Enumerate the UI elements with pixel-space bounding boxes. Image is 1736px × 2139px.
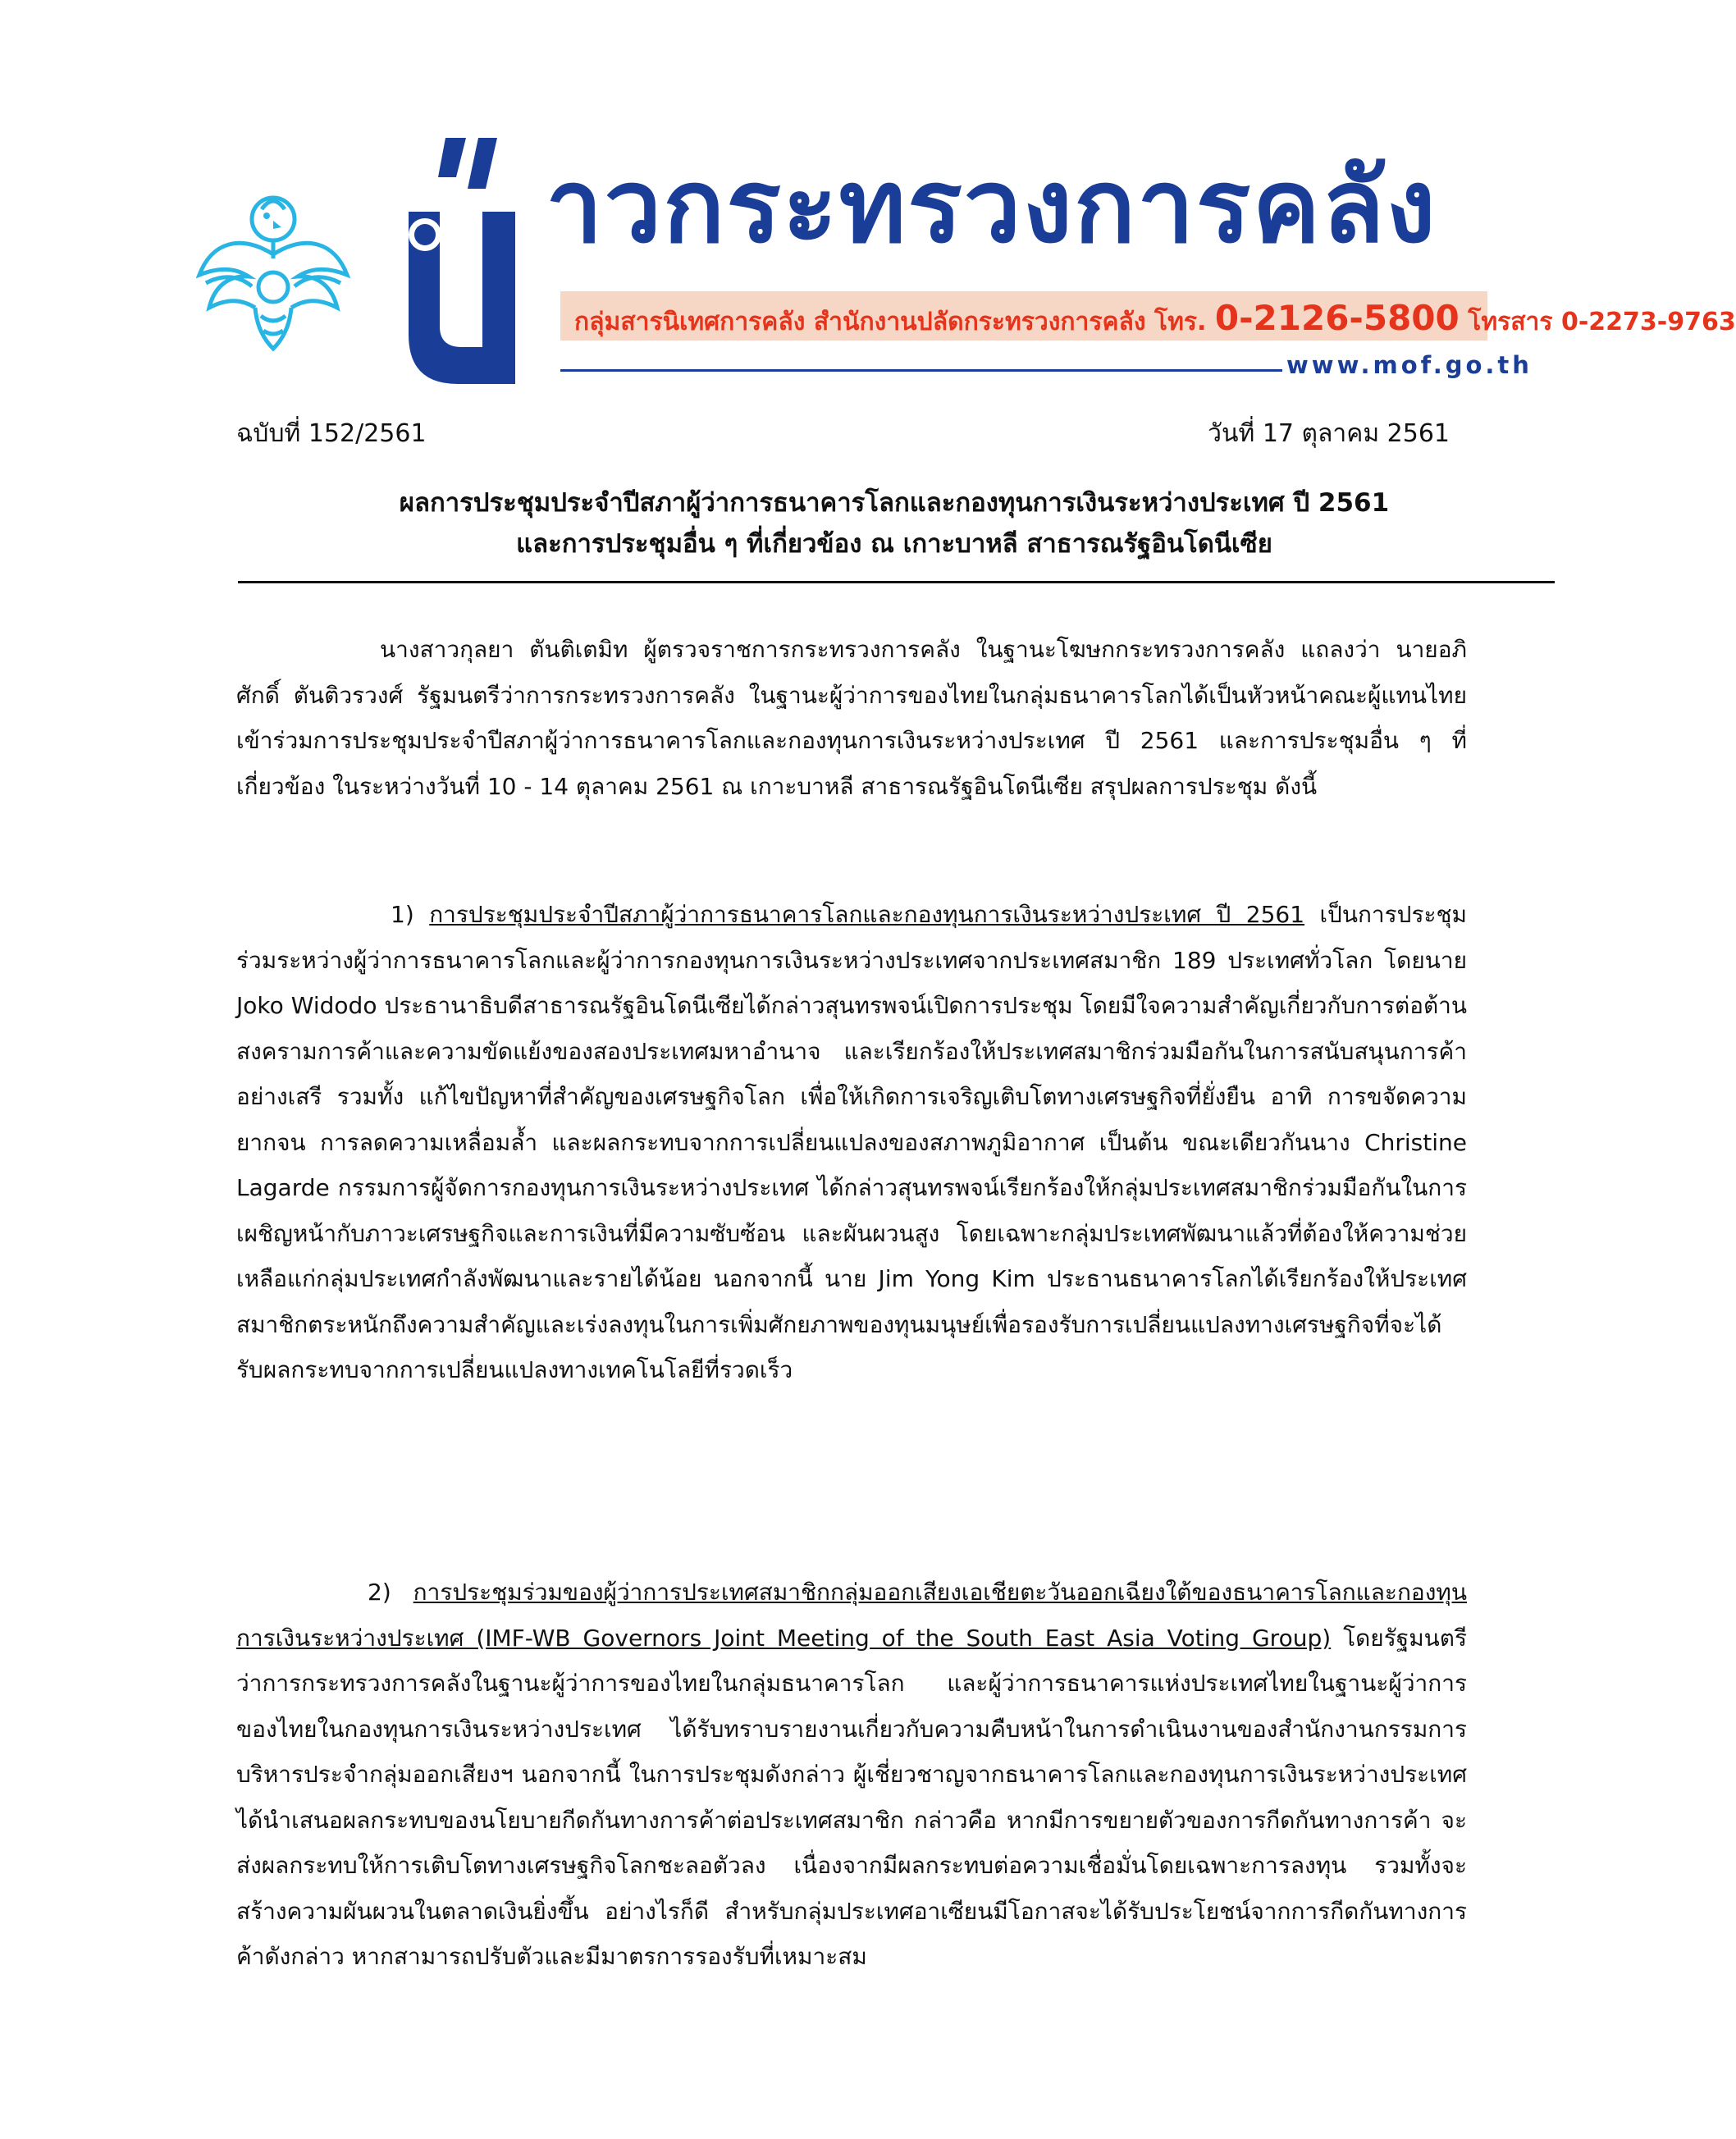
fax-number: 0-2273-9763 <box>1560 308 1736 336</box>
masthead-big-letter <box>400 138 540 384</box>
garuda-emblem-icon <box>191 176 355 357</box>
fax-label: โทรสาร <box>1468 308 1553 336</box>
headline-divider <box>238 581 1555 583</box>
issue-number: ฉบับที่ 152/2561 <box>236 419 427 448</box>
contact-prefix: กลุ่มสารนิเทศการคลัง สำนักงานปลัดกระทรวงการคลัง โทร. <box>574 308 1207 336</box>
headline-line-2: และการประชุมอื่น ๆ ที่เกี่ยวข้อง ณ เกาะบาหลี สาธารณรัฐอินโดนีเซีย <box>516 529 1272 559</box>
paragraph-1-heading: การประชุมประจำปีสภาผู้ว่าการธนาคารโลกและกองทุนการเงินระหว่างประเทศ ปี 2561 <box>429 901 1305 928</box>
masthead-title: าวกระทรวงการคลัง <box>546 148 1437 266</box>
paragraph-2 <box>236 1570 1467 1980</box>
masthead-rule <box>560 369 1282 372</box>
paragraph-1 <box>236 892 1467 1393</box>
paragraph-2-number: 2) <box>368 1579 391 1606</box>
paragraph-1-number: 1) <box>391 901 414 928</box>
issue-date: วันที่ 17 ตุลาคม 2561 <box>1208 419 1450 448</box>
headline-line-1: ผลการประชุมประจำปีสภาผู้ว่าการธนาคารโลกและกองทุนการเงินระหว่างประเทศ ปี 2561 <box>399 488 1390 518</box>
paragraph-intro <box>236 627 1467 809</box>
headline <box>238 482 1551 564</box>
paragraph-2-heading: การประชุมร่วมของผู้ว่าการประเทศสมาชิกกลุ่มออกเสียงเอเชียตะวันออกเฉียงใต้ของธนาคารโลกและกองทุนการเงินระหว่างประเทศ (IMF-WB Governors Joint Meeting of the South East Asia Voting Group) <box>236 1579 1467 1652</box>
website-link[interactable]: www.mof.go.th <box>1286 351 1533 379</box>
phone-number: 0-2126-5800 <box>1214 298 1460 338</box>
contact-line <box>574 298 1736 341</box>
paragraph-1-text: เป็นการประชุมร่วมระหว่างผู้ว่าการธนาคารโลกและผู้ว่าการกองทุนการเงินระหว่างประเทศจากประเทศสมาชิก 189 ประเทศทั่วโลก โดยนาย Joko Widodo ประธานาธิบดีสาธารณรัฐอินโดนีเซียได้กล่าวสุนทรพจน์เปิดการประชุม โดยมีใจความสำคัญเกี่ยวกับการต่อต้านสงครามการค้าและความขัดแย้งของสองประเทศมหาอำนาจ และเรียกร้องให้ประเทศสมาชิกร่วมมือกันในการสนับสนุนการค้าอย่างเสรี รวมทั้ง แก้ไขปัญหาที่สำคัญของเศรษฐกิจโลก เพื่อให้เกิดการเจริญเติบโตทางเศรษฐกิจที่ยั่งยืน อาทิ การขจัดความยากจน การลดความเหลื่อมล้ำ และผลกระทบจากการเปลี่ยนแปลงของสภาพภูมิอากาศ เป็นต้น ขณะเดียวกันนาง Christine Lagarde กรรมการผู้จัดการกองทุนการเงินระหว่างประเทศ ได้กล่าวสุนทรพจน์เรียกร้องให้กลุ่มประเทศสมาชิกร่วมมือกันในการเผชิญหน้ากับภาวะเศรษฐกิจและการเงินที่มีความซับซ้อน และผันผวนสูง โดยเฉพาะกลุ่มประเทศพัฒนาแล้วที่ต้องให้ความช่วยเหลือแก่กลุ่มประเทศกำลังพัฒนาและรายได้น้อย นอกจากนี้ นาย Jim Yong Kim ประธานธนาคารโลกได้เรียกร้องให้ประเทศสมาชิกตระหนักถึงความสำคัญและเร่งลงทุนในการเพิ่มศักยภาพของทุนมนุษย์เพื่อรองรับการเปลี่ยนแปลงทางเศรษฐกิจที่จะได้รับผลกระทบจากการเปลี่ยนแปลงทางเทคโนโลยีที่รวดเร็ว <box>236 901 1467 1383</box>
masthead <box>0 0 1736 394</box>
paragraph-2-text: โดยรัฐมนตรีว่าการกระทรวงการคลังในฐานะผู้ว่าการของไทยในกลุ่มธนาคารโลก และผู้ว่าการธนาคารแห่งประเทศไทยในฐานะผู้ว่าการของไทยในกองทุนการเงินระหว่างประเทศ ได้รับทราบรายงานเกี่ยวกับความคืบหน้าในการดำเนินงานของสำนักงานกรรมการบริหารประจำกลุ่มออกเสียงฯ นอกจากนี้ ในการประชุมดังกล่าว ผู้เชี่ยวชาญจากธนาคารโลกและกองทุนการเงินระหว่างประเทศได้นำเสนอผลกระทบของนโยบายกีดกันทางการค้าต่อประเทศสมาชิก กล่าวคือ หากมีการขยายตัวของการกีดกันทางการค้า จะส่งผลกระทบให้การเติบโตทางเศรษฐกิจโลกชะลอตัวลง เนื่องจากมีผลกระทบต่อความเชื่อมั่นโดยเฉพาะการลงทุน รวมทั้งจะสร้างความผันผวนในตลาดเงินยิ่งขึ้น อย่างไรก็ดี สำหรับกลุ่มประเทศอาเซียนมีโอกาสจะได้รับประโยชน์จากการกีดกันทางการค้าดังกล่าว หากสามารถปรับตัวและมีมาตรการรองรับที่เหมาะสม <box>236 1624 1468 1970</box>
paragraph-intro-text: นางสาวกุลยา ตันติเตมิท ผู้ตรวจราชการกระทรวงการคลัง ในฐานะโฆษกกระทรวงการคลัง แถลงว่า นายอภิศักดิ์ ตันติวรวงศ์ รัฐมนตรีว่าการกระทรวงการคลัง ในฐานะผู้ว่าการของไทยในกลุ่มธนาคารโลกได้เป็นหัวหน้าคณะผู้แทนไทยเข้าร่วมการประชุมประจำปีสภาผู้ว่าการธนาคารโลกและกองทุนการเงินระหว่างประเทศ ปี 2561 และการประชุมอื่น ๆ ที่เกี่ยวข้อง ในระหว่างวันที่ 10 - 14 ตุลาคม 2561 ณ เกาะบาหลี สาธารณรัฐอินโดนีเซีย สรุปผลการประชุม ดังนี้ <box>236 636 1467 800</box>
